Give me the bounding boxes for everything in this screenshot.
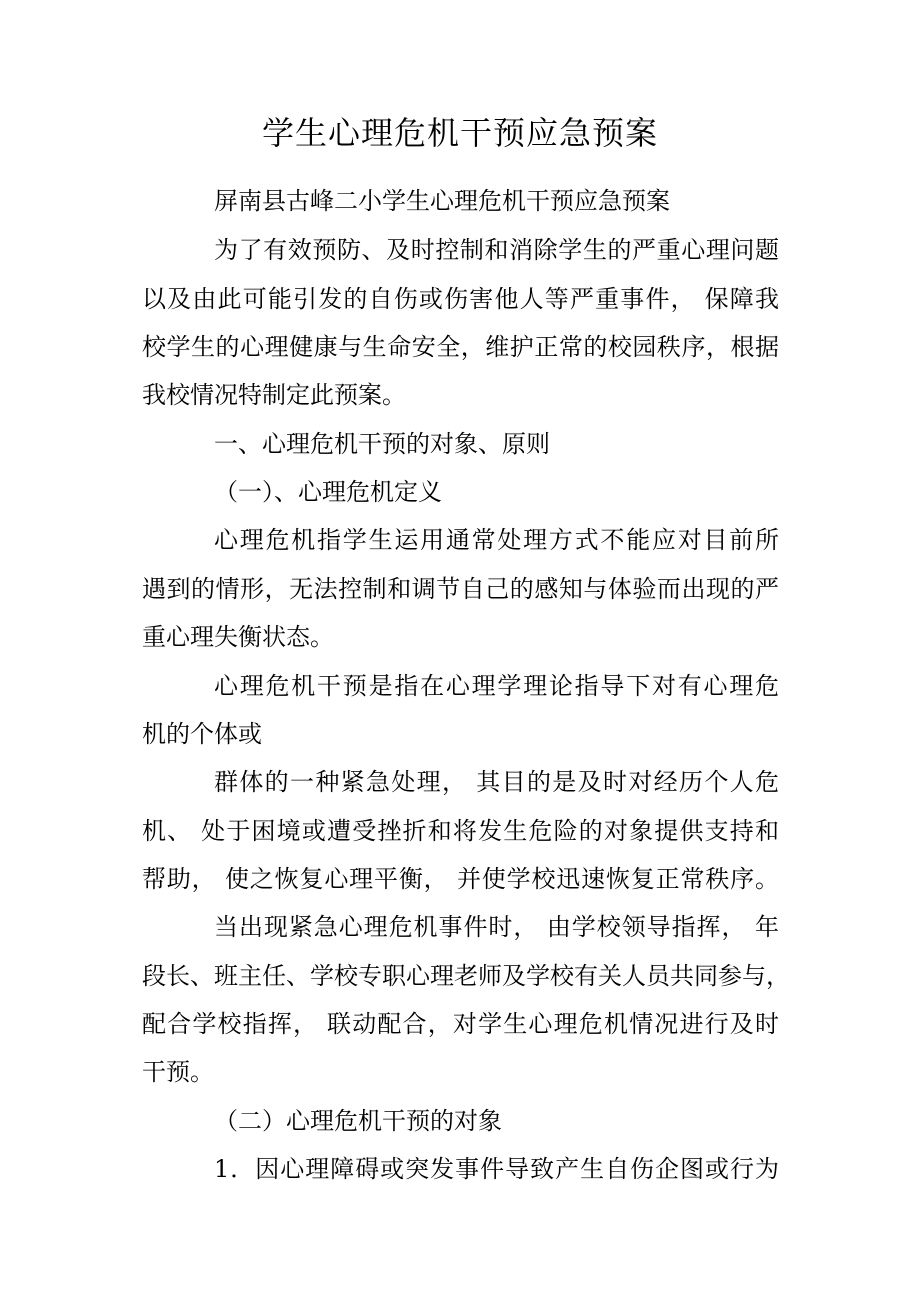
body-line: 校学生的心理健康与生命安全，维护正常的校园秩序，根据 bbox=[142, 333, 779, 361]
school-plan-heading: 屏南县古峰二小学生心理危机干预应急预案 bbox=[214, 187, 670, 215]
body-line: 群体的一种紧急处理， 其目的是及时对经历个人危 bbox=[214, 768, 779, 796]
body-line: 干预。 bbox=[142, 1058, 214, 1086]
section-heading: 一、心理危机干预的对象、原则 bbox=[214, 430, 550, 458]
subsection-heading: （二）心理危机干预的对象 bbox=[214, 1107, 502, 1135]
body-line: 以及由此可能引发的自伤或伤害他人等严重事件， 保障我 bbox=[142, 285, 779, 313]
body-line: 遇到的情形，无法控制和调节自己的感知与体验而出现的严 bbox=[142, 575, 779, 603]
body-line: 重心理失衡状态。 bbox=[142, 623, 334, 651]
body-line: 当出现紧急心理危机事件时， 由学校领导指挥， 年 bbox=[214, 913, 779, 941]
subsection-heading: （一）、心理危机定义 bbox=[214, 478, 442, 506]
document-title: 学生心理危机干预应急预案 bbox=[261, 114, 658, 152]
body-line: 配合学校指挥， 联动配合，对学生心理危机情况进行及时 bbox=[142, 1010, 779, 1038]
body-line: 段长、班主任、学校专职心理老师及学校有关人员共同参与， bbox=[142, 962, 790, 990]
body-line: 帮助， 使之恢复心理平衡， 并使学校迅速恢复正常秩序。 bbox=[142, 865, 779, 893]
body-line: 机的个体或 bbox=[142, 720, 262, 748]
body-line: 心理危机指学生运用通常处理方式不能应对目前所 bbox=[214, 526, 779, 554]
body-line: 心理危机干预是指在心理学理论指导下对有心理危 bbox=[214, 672, 779, 700]
body-line: 我校情况特制定此预案。 bbox=[142, 381, 406, 409]
body-line: 为了有效预防、及时控制和消除学生的严重心理问题 bbox=[214, 236, 779, 264]
list-item: 1．因心理障碍或突发事件导致产生自伤企图或行为 bbox=[214, 1155, 779, 1183]
body-line: 机、 处于困境或遭受挫折和将发生危险的对象提供支持和 bbox=[142, 817, 779, 845]
